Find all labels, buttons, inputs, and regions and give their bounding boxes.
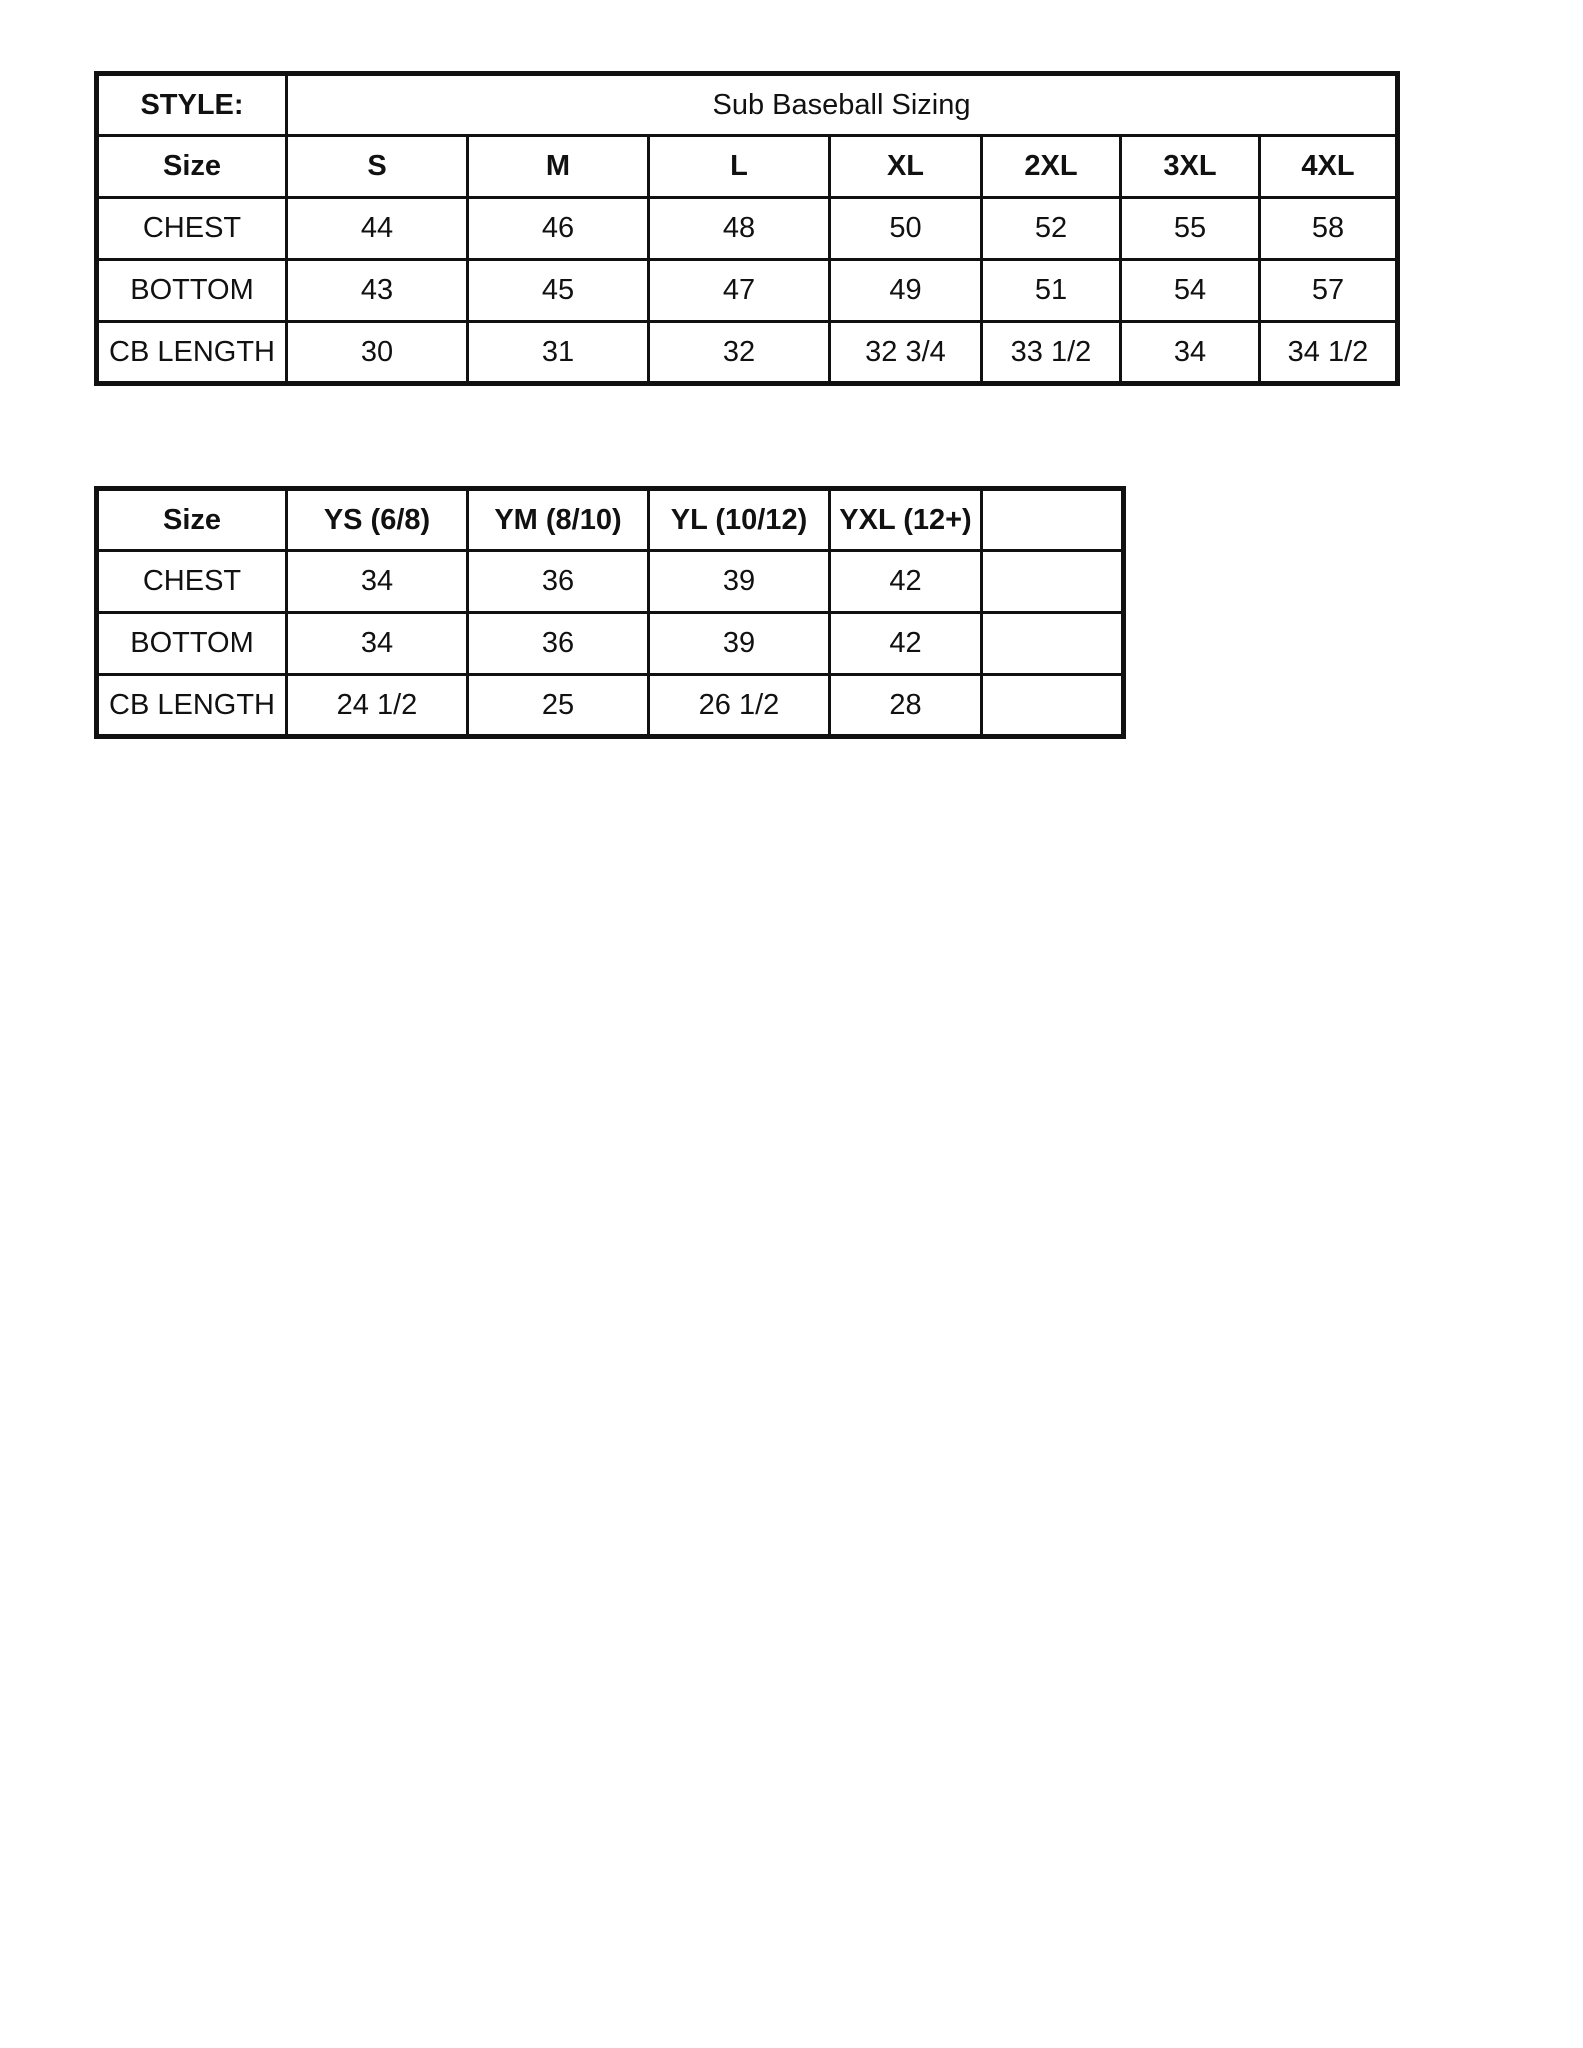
table-cell: 49: [830, 260, 982, 322]
size-header: 4XL: [1260, 136, 1398, 198]
table-row: [97, 322, 1398, 384]
table-cell: 39: [649, 551, 830, 613]
table-cell: 50: [830, 198, 982, 260]
table-cell: 24 1/2: [287, 675, 468, 737]
table-cell: 36: [468, 613, 649, 675]
table-cell: 47: [649, 260, 830, 322]
table-cell: [982, 675, 1124, 737]
adult-size-table: [94, 71, 1400, 386]
table-cell: 51: [982, 260, 1121, 322]
row-label: BOTTOM: [97, 613, 287, 675]
size-header: L: [649, 136, 830, 198]
size-header-row: [97, 136, 1398, 198]
table-cell: 52: [982, 198, 1121, 260]
table-cell: 42: [830, 551, 982, 613]
table-cell: 46: [468, 198, 649, 260]
table-cell: 55: [1121, 198, 1260, 260]
table-row: [97, 551, 1124, 613]
table-cell: 43: [287, 260, 468, 322]
row-label: CB LENGTH: [97, 322, 287, 384]
table-row: [97, 198, 1398, 260]
table-cell: 28: [830, 675, 982, 737]
row-label: CB LENGTH: [97, 675, 287, 737]
table-cell: 34: [1121, 322, 1260, 384]
size-header: [982, 489, 1124, 551]
table-row: [97, 260, 1398, 322]
table-cell: 34 1/2: [1260, 322, 1398, 384]
size-header: YM (8/10): [468, 489, 649, 551]
table-cell: 34: [287, 551, 468, 613]
size-header: YXL (12+): [830, 489, 982, 551]
table-cell: 57: [1260, 260, 1398, 322]
table-cell: 45: [468, 260, 649, 322]
table-cell: 42: [830, 613, 982, 675]
table-cell: 26 1/2: [649, 675, 830, 737]
size-header: 3XL: [1121, 136, 1260, 198]
table-cell: 54: [1121, 260, 1260, 322]
table-cell: 32: [649, 322, 830, 384]
table-cell: 58: [1260, 198, 1398, 260]
style-label: STYLE:: [97, 74, 287, 136]
size-header: 2XL: [982, 136, 1121, 198]
size-header: XL: [830, 136, 982, 198]
row-label: CHEST: [97, 551, 287, 613]
table-cell: 30: [287, 322, 468, 384]
table-cell: [982, 613, 1124, 675]
table-cell: 33 1/2: [982, 322, 1121, 384]
table-cell: 36: [468, 551, 649, 613]
table-cell: 44: [287, 198, 468, 260]
size-label: Size: [97, 136, 287, 198]
youth-size-table: [94, 486, 1126, 739]
table-row: [97, 613, 1124, 675]
size-header: YS (6/8): [287, 489, 468, 551]
table-cell: 25: [468, 675, 649, 737]
size-header: S: [287, 136, 468, 198]
row-label: BOTTOM: [97, 260, 287, 322]
table-cell: 48: [649, 198, 830, 260]
size-header-row: [97, 489, 1124, 551]
size-header: YL (10/12): [649, 489, 830, 551]
size-header: M: [468, 136, 649, 198]
size-label: Size: [97, 489, 287, 551]
table-row: [97, 675, 1124, 737]
table-cell: 31: [468, 322, 649, 384]
style-value: Sub Baseball Sizing: [287, 74, 1398, 136]
table-cell: 32 3/4: [830, 322, 982, 384]
table-cell: 39: [649, 613, 830, 675]
table-cell: [982, 551, 1124, 613]
table-cell: 34: [287, 613, 468, 675]
style-row: [97, 74, 1398, 136]
row-label: CHEST: [97, 198, 287, 260]
